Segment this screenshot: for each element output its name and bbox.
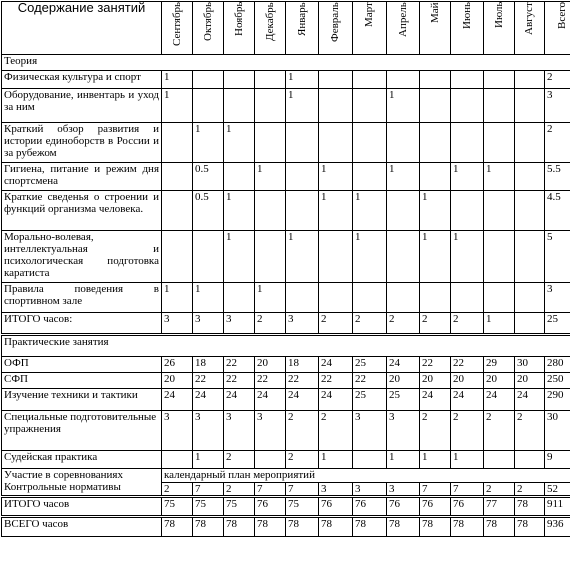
row-total-cell: 5.5 <box>545 163 570 191</box>
row-label: ВСЕГО часов <box>2 517 162 537</box>
month-value-cell: 7 <box>193 483 224 497</box>
column-header-month: Февраль <box>319 2 353 55</box>
month-value-cell <box>255 71 286 89</box>
month-value-cell <box>319 231 353 283</box>
competitions-row <box>2 469 570 483</box>
month-value-cell <box>387 231 420 283</box>
month-value-cell <box>515 71 545 89</box>
row-total-cell: 3 <box>545 89 570 123</box>
month-value-cell: 2 <box>286 411 319 451</box>
month-value-cell: 1 <box>193 283 224 313</box>
month-value-cell: 1 <box>286 89 319 123</box>
month-value-cell: 3 <box>353 411 387 451</box>
month-value-cell: 2 <box>387 313 420 335</box>
month-value-cell <box>162 163 193 191</box>
month-value-cell: 2 <box>515 411 545 451</box>
month-value-cell: 3 <box>255 411 286 451</box>
month-value-cell: 3 <box>224 313 255 335</box>
column-header-month: Ноябрь <box>224 2 255 55</box>
section-practice <box>2 335 570 357</box>
row-total-cell: 2 <box>545 71 570 89</box>
month-value-cell: 1 <box>451 163 484 191</box>
month-value-cell: 3 <box>193 411 224 451</box>
month-value-cell: 29 <box>484 357 515 373</box>
column-header-month: Декабрь <box>255 2 286 55</box>
month-value-cell: 3 <box>193 313 224 335</box>
month-value-cell <box>353 451 387 469</box>
row-total-cell: 52 <box>545 483 570 497</box>
month-value-cell: 24 <box>319 389 353 411</box>
month-value-cell: 25 <box>353 357 387 373</box>
month-value-cell <box>484 89 515 123</box>
month-value-cell: 77 <box>484 497 515 517</box>
row-total-cell: 4.5 <box>545 191 570 231</box>
row-label: Специальные подготовительные упражнения <box>2 411 162 451</box>
row-label: Краткие сведенья о строении и функций организма человека. <box>2 191 162 231</box>
month-value-cell: 78 <box>162 517 193 537</box>
month-value-cell: 20 <box>162 373 193 389</box>
month-value-cell: 22 <box>319 373 353 389</box>
column-header-month: Август <box>515 2 545 55</box>
month-value-cell: 76 <box>420 497 451 517</box>
month-value-cell: 78 <box>451 517 484 537</box>
month-value-cell <box>286 123 319 163</box>
month-value-cell: 1 <box>162 283 193 313</box>
row-label: Морально-волевая, интеллектуальная и психологическая подготовка каратиста <box>2 231 162 283</box>
month-value-cell <box>193 231 224 283</box>
table-row <box>2 411 570 451</box>
month-value-cell: 2 <box>353 313 387 335</box>
month-value-cell: 76 <box>451 497 484 517</box>
month-value-cell: 1 <box>484 313 515 335</box>
month-value-cell: 1 <box>353 191 387 231</box>
month-value-cell: 1 <box>224 123 255 163</box>
month-value-cell <box>353 89 387 123</box>
month-value-cell: 78 <box>319 517 353 537</box>
month-value-cell: 22 <box>353 373 387 389</box>
month-value-cell: 1 <box>319 451 353 469</box>
month-value-cell: 22 <box>224 357 255 373</box>
month-value-cell: 7 <box>420 483 451 497</box>
month-value-cell <box>193 89 224 123</box>
month-value-cell <box>515 123 545 163</box>
month-value-cell <box>353 71 387 89</box>
month-value-cell <box>224 283 255 313</box>
row-label: Судейская практика <box>2 451 162 469</box>
month-value-cell <box>420 283 451 313</box>
row-total-cell: 3 <box>545 283 570 313</box>
month-value-cell <box>162 451 193 469</box>
month-value-cell: 2 <box>224 483 255 497</box>
month-value-cell <box>353 123 387 163</box>
month-value-cell <box>353 283 387 313</box>
month-value-cell: 1 <box>420 231 451 283</box>
month-value-cell: 24 <box>286 389 319 411</box>
month-value-cell: 22 <box>286 373 319 389</box>
month-value-cell: 24 <box>451 389 484 411</box>
month-value-cell: 2 <box>224 451 255 469</box>
month-value-cell: 24 <box>255 389 286 411</box>
month-value-cell <box>451 123 484 163</box>
month-value-cell: 24 <box>193 389 224 411</box>
month-value-cell: 1 <box>162 71 193 89</box>
month-value-cell: 3 <box>387 483 420 497</box>
row-label: Гигиена, питание и режим дня спортсмена <box>2 163 162 191</box>
column-header-content: Содержание занятий <box>2 2 162 55</box>
section-theory <box>2 55 570 71</box>
month-value-cell: 20 <box>420 373 451 389</box>
month-value-cell <box>319 123 353 163</box>
row-total-cell: 290 <box>545 389 570 411</box>
month-value-cell: 7 <box>255 483 286 497</box>
month-value-cell <box>420 71 451 89</box>
month-value-cell: 2 <box>451 313 484 335</box>
month-value-cell: 22 <box>451 357 484 373</box>
month-value-cell: 78 <box>515 517 545 537</box>
month-value-cell <box>286 191 319 231</box>
month-value-cell: 1 <box>484 163 515 191</box>
month-value-cell: 1 <box>224 191 255 231</box>
month-value-cell: 78 <box>193 517 224 537</box>
month-value-cell <box>484 283 515 313</box>
month-value-cell <box>420 163 451 191</box>
month-value-cell: 2 <box>286 451 319 469</box>
row-total-cell: 911 <box>545 497 570 517</box>
column-header-month: Май <box>420 2 451 55</box>
month-value-cell: 2 <box>319 313 353 335</box>
month-value-cell <box>515 231 545 283</box>
month-value-cell: 2 <box>319 411 353 451</box>
theory-total-row <box>2 313 570 335</box>
month-value-cell: 1 <box>286 71 319 89</box>
row-label: Физическая культура и спорт <box>2 71 162 89</box>
row-total-cell: 280 <box>545 357 570 373</box>
row-label: ОФП <box>2 357 162 373</box>
month-value-cell <box>451 283 484 313</box>
month-value-cell <box>255 89 286 123</box>
month-value-cell: 24 <box>420 389 451 411</box>
month-value-cell: 20 <box>451 373 484 389</box>
month-value-cell: 1 <box>451 231 484 283</box>
table-row <box>2 123 570 163</box>
practice-total-row <box>2 497 570 517</box>
row-total-cell: 9 <box>545 451 570 469</box>
month-value-cell: 78 <box>255 517 286 537</box>
control-label: Контрольные нормативы <box>4 481 121 493</box>
month-value-cell: 1 <box>319 191 353 231</box>
grand-total-row <box>2 517 570 537</box>
month-value-cell <box>162 191 193 231</box>
month-value-cell: 3 <box>162 411 193 451</box>
month-value-cell <box>387 191 420 231</box>
column-header-month: Октябрь <box>193 2 224 55</box>
row-total-cell: 936 <box>545 517 570 537</box>
month-value-cell: 2 <box>420 411 451 451</box>
month-value-cell <box>484 191 515 231</box>
row-total-cell: 25 <box>545 313 570 335</box>
month-value-cell: 75 <box>286 497 319 517</box>
table-row <box>2 163 570 191</box>
month-value-cell: 1 <box>193 123 224 163</box>
column-header-month: Январь <box>286 2 319 55</box>
month-value-cell: 22 <box>420 357 451 373</box>
month-value-cell: 24 <box>484 389 515 411</box>
month-value-cell: 2 <box>484 411 515 451</box>
row-total-cell: 250 <box>545 373 570 389</box>
month-value-cell: 78 <box>224 517 255 537</box>
month-value-cell <box>224 89 255 123</box>
table-body <box>2 55 570 537</box>
month-value-cell <box>286 163 319 191</box>
table-row <box>2 373 570 389</box>
month-value-cell: 78 <box>387 517 420 537</box>
competitions-note: календарный план мероприятий <box>162 469 570 483</box>
month-value-cell: 20 <box>515 373 545 389</box>
month-value-cell: 2 <box>420 313 451 335</box>
column-header-month: Июнь <box>451 2 484 55</box>
month-value-cell: 24 <box>162 389 193 411</box>
table-row <box>2 451 570 469</box>
row-label: ИТОГО часов <box>2 497 162 517</box>
month-value-cell: 0.5 <box>193 163 224 191</box>
month-value-cell <box>255 231 286 283</box>
month-value-cell: 1 <box>387 89 420 123</box>
month-value-cell: 1 <box>420 191 451 231</box>
month-value-cell: 18 <box>193 357 224 373</box>
month-value-cell: 22 <box>193 373 224 389</box>
month-value-cell <box>319 283 353 313</box>
month-value-cell <box>319 71 353 89</box>
month-value-cell: 3 <box>353 483 387 497</box>
month-value-cell <box>451 71 484 89</box>
month-value-cell: 78 <box>515 497 545 517</box>
month-value-cell <box>387 123 420 163</box>
month-value-cell: 20 <box>387 373 420 389</box>
month-value-cell: 26 <box>162 357 193 373</box>
table-row <box>2 389 570 411</box>
section-title: Теория <box>2 55 570 71</box>
month-value-cell: 1 <box>451 451 484 469</box>
month-value-cell: 75 <box>162 497 193 517</box>
month-value-cell: 20 <box>255 357 286 373</box>
month-value-cell: 78 <box>286 517 319 537</box>
month-value-cell <box>515 163 545 191</box>
row-label: СФП <box>2 373 162 389</box>
column-header-month: Июль <box>484 2 515 55</box>
month-value-cell <box>286 283 319 313</box>
month-value-cell <box>255 191 286 231</box>
table-row <box>2 231 570 283</box>
month-value-cell: 1 <box>353 231 387 283</box>
month-value-cell: 1 <box>319 163 353 191</box>
month-value-cell: 1 <box>255 163 286 191</box>
month-value-cell: 3 <box>387 411 420 451</box>
month-value-cell: 3 <box>162 313 193 335</box>
month-value-cell: 78 <box>353 517 387 537</box>
month-value-cell <box>162 231 193 283</box>
competitions-label: Участие в соревнованиях <box>4 469 123 481</box>
month-value-cell: 20 <box>484 373 515 389</box>
month-value-cell <box>387 283 420 313</box>
table-row <box>2 283 570 313</box>
month-value-cell <box>420 123 451 163</box>
month-value-cell: 78 <box>484 517 515 537</box>
column-header-month: Апрель <box>387 2 420 55</box>
column-header-month: Сентябрь <box>162 2 193 55</box>
month-value-cell <box>484 71 515 89</box>
month-value-cell: 1 <box>420 451 451 469</box>
month-value-cell: 3 <box>224 411 255 451</box>
row-total-cell: 5 <box>545 231 570 283</box>
month-value-cell <box>420 89 451 123</box>
month-value-cell: 7 <box>451 483 484 497</box>
month-value-cell <box>484 123 515 163</box>
month-value-cell: 75 <box>224 497 255 517</box>
month-value-cell: 78 <box>420 517 451 537</box>
table-row <box>2 89 570 123</box>
section-title: Практические занятия <box>2 335 570 357</box>
month-value-cell: 1 <box>387 451 420 469</box>
month-value-cell: 1 <box>286 231 319 283</box>
month-value-cell: 24 <box>319 357 353 373</box>
table-row <box>2 71 570 89</box>
month-value-cell <box>515 451 545 469</box>
month-value-cell <box>515 191 545 231</box>
row-total-cell: 30 <box>545 411 570 451</box>
month-value-cell: 3 <box>286 313 319 335</box>
month-value-cell: 2 <box>451 411 484 451</box>
month-value-cell: 24 <box>224 389 255 411</box>
month-value-cell <box>451 89 484 123</box>
month-value-cell <box>451 191 484 231</box>
month-value-cell <box>319 89 353 123</box>
month-value-cell: 1 <box>193 451 224 469</box>
month-value-cell: 2 <box>515 483 545 497</box>
month-value-cell: 1 <box>255 283 286 313</box>
month-value-cell <box>224 163 255 191</box>
month-value-cell: 25 <box>387 389 420 411</box>
row-label: Оборудование, инвентарь и уход за ним <box>2 89 162 123</box>
header-row <box>2 2 570 55</box>
training-plan-document <box>1 1 569 568</box>
month-value-cell <box>515 283 545 313</box>
month-value-cell: 22 <box>255 373 286 389</box>
month-value-cell <box>353 163 387 191</box>
month-value-cell: 76 <box>353 497 387 517</box>
month-value-cell: 24 <box>515 389 545 411</box>
month-value-cell: 0.5 <box>193 191 224 231</box>
month-value-cell: 76 <box>387 497 420 517</box>
month-value-cell: 2 <box>255 313 286 335</box>
month-value-cell: 2 <box>484 483 515 497</box>
training-plan-table <box>1 1 570 537</box>
month-value-cell <box>193 71 224 89</box>
month-value-cell <box>484 231 515 283</box>
table-row <box>2 357 570 373</box>
row-label: Краткий обзор развития и истории единоборств в России и за рубежом <box>2 123 162 163</box>
row-label <box>2 469 162 497</box>
month-value-cell <box>387 71 420 89</box>
month-value-cell <box>162 123 193 163</box>
row-label: Правила поведения в спортивном зале <box>2 283 162 313</box>
month-value-cell: 7 <box>286 483 319 497</box>
month-value-cell: 30 <box>515 357 545 373</box>
column-header-total: Всего <box>545 2 570 55</box>
month-value-cell <box>515 89 545 123</box>
month-value-cell <box>224 71 255 89</box>
row-total-cell: 2 <box>545 123 570 163</box>
month-value-cell: 1 <box>387 163 420 191</box>
month-value-cell: 24 <box>387 357 420 373</box>
month-value-cell: 22 <box>224 373 255 389</box>
month-value-cell: 2 <box>162 483 193 497</box>
month-value-cell: 76 <box>319 497 353 517</box>
month-value-cell <box>484 451 515 469</box>
month-value-cell: 75 <box>193 497 224 517</box>
table-row <box>2 191 570 231</box>
month-value-cell <box>515 313 545 335</box>
row-label: Изучение техники и тактики <box>2 389 162 411</box>
column-header-month: Март <box>353 2 387 55</box>
month-value-cell: 18 <box>286 357 319 373</box>
month-value-cell: 1 <box>162 89 193 123</box>
month-value-cell <box>255 451 286 469</box>
month-value-cell <box>255 123 286 163</box>
month-value-cell: 3 <box>319 483 353 497</box>
month-value-cell: 25 <box>353 389 387 411</box>
month-value-cell: 1 <box>224 231 255 283</box>
month-value-cell: 76 <box>255 497 286 517</box>
row-label: ИТОГО часов: <box>2 313 162 335</box>
